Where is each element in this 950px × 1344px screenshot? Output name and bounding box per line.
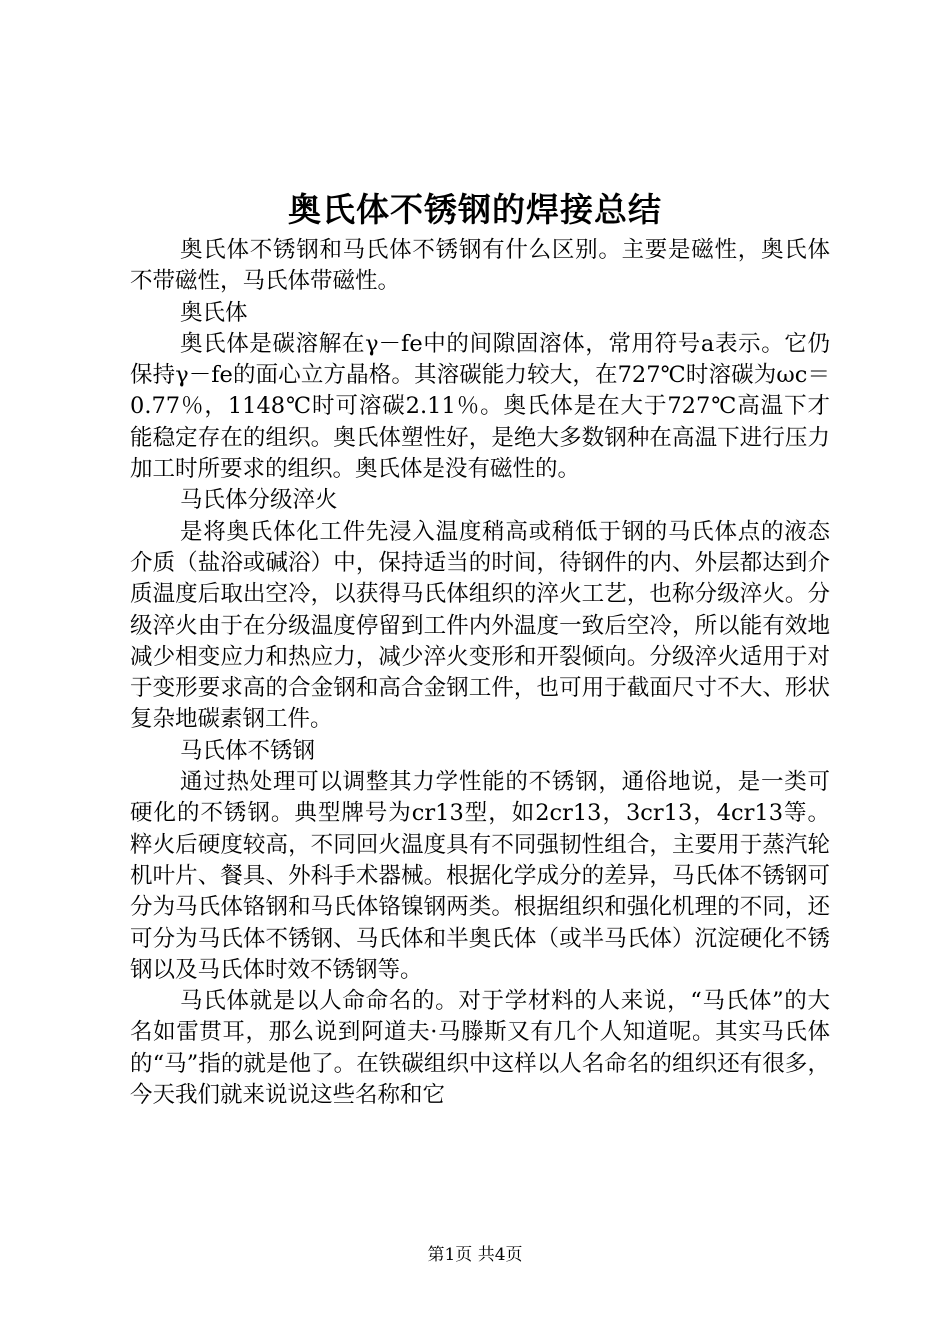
heading-martensitic-stainless: 马氏体不锈钢 <box>180 737 316 764</box>
document-title: 奥氏体不锈钢的焊接总结 <box>288 190 662 229</box>
document-body <box>130 235 830 1111</box>
paragraph-martensite-naming: 马氏体就是以人命命名的。对于学材料的人来说，“马氏体”的大名如雷贯耳，那么说到阿道夫·马滕斯又有几个人知道呢。其实马氏体的“马”指的就是他了。在铁碳组织中这样以人名命名的组织还有很多，今天我们就来说说这些名称和它 <box>130 988 830 1109</box>
page-footer: 第1页 共4页 <box>427 1245 523 1265</box>
paragraph-martensitic-stainless: 通过热处理可以调整其力学性能的不锈钢，通俗地说，是一类可硬化的不锈钢。典型牌号为cr13型，如2cr13，3cr13，4cr13等。粹火后硬度较高，不同回火温度具有不同强韧性组合，主要用于蒸汽轮机叶片、餐具、外科手术器械。根据化学成分的差异，马氏体不锈钢可分为马氏体铬钢和马氏体铬镍钢两类。根据组织和强化机理的不同，还可分为马氏体不锈钢、马氏体和半奥氏体（或半马氏体）沉淀硬化不锈钢以及马氏体时效不锈钢等。 <box>130 769 830 983</box>
heading-martempering: 马氏体分级淬火 <box>180 487 338 514</box>
paragraph-austenite: 奥氏体是碳溶解在γ－fe中的间隙固溶体，常用符号a表示。它仍保持γ－fe的面心立方晶格。其溶碳能力较大，在727℃时溶碳为ωc＝0.77％，1148℃时可溶碳2.11％。奥氏体是在大于727℃高温下才能稳定存在的组织。奥氏体塑性好，是绝大多数钢种在高温下进行压力加工时所要求的组织。奥氏体是没有磁性的。 <box>130 330 830 483</box>
paragraph-martempering: 是将奥氏体化工件先浸入温度稍高或稍低于钢的马氏体点的液态介质（盐浴或碱浴）中，保持适当的时间，待钢件的内、外层都达到介质温度后取出空冷，以获得马氏体组织的淬火工艺，也称分级淬火。分级淬火由于在分级温度停留到工件内外温度一致后空冷，所以能有效地减少相变应力和热应力，减少淬火变形和开裂倾向。分级淬火适用于对于变形要求高的合金钢和高合金钢工件，也可用于截面尺寸不大、形状复杂地碳素钢工件。 <box>130 518 830 733</box>
paragraph-intro: 奥氏体不锈钢和马氏体不锈钢有什么区别。主要是磁性，奥氏体不带磁性，马氏体带磁性。 <box>130 237 830 295</box>
heading-austenite: 奥氏体 <box>180 299 248 326</box>
